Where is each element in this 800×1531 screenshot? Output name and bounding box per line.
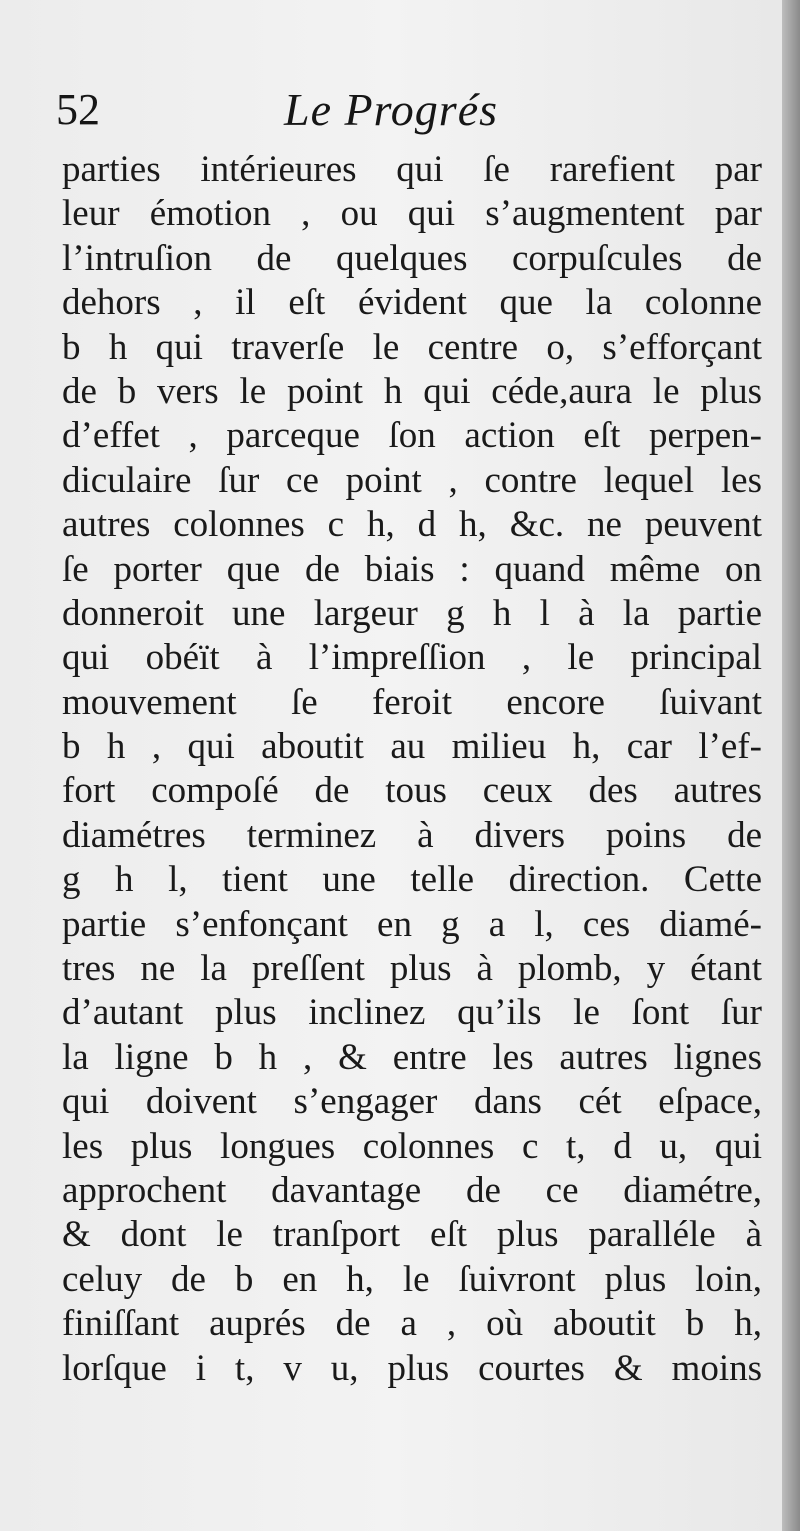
text-line: fort compoſé de tous ceux des autres (62, 770, 762, 812)
text-line: les plus longues colonnes c t, d u, qui (62, 1125, 762, 1167)
text-line: l’intruſion de quelques corpuſcules de (62, 237, 762, 279)
text-line: diamétres terminez à divers poins de (62, 814, 762, 856)
text-line: parties intérieures qui ſe rarefient par (62, 149, 762, 190)
running-title: Le Progrés (284, 84, 499, 135)
text-line: b h qui traverſe le centre o, s’efforçant (62, 326, 762, 368)
text-line: de b vers le point h qui céde,aura le plus (62, 370, 762, 412)
text-line: autres colonnes c h, d h, &c. ne peuvent (62, 504, 762, 546)
text-line: & dont le tranſport eſt plus paralléle à (62, 1214, 762, 1256)
text-line: mouvement ſe feroit encore ſuivant (62, 681, 762, 723)
text-line: dehors , il eſt évident que la colonne (62, 282, 762, 324)
page-header (56, 80, 746, 140)
book-spine-edge (782, 0, 800, 1531)
text-line: finiſſant auprés de a , où aboutit b h, (62, 1303, 762, 1345)
text-line: leur émotion , ou qui s’augmentent par (62, 193, 762, 235)
text-line: b h , qui aboutit au milieu h, car l’ef- (62, 726, 762, 768)
text-line: ſe porter que de biais : quand même on (62, 548, 762, 590)
page-number: 52 (56, 85, 100, 134)
text-line: donneroit une largeur g h l à la partie (62, 592, 762, 634)
text-line: qui doivent s’engager dans cét eſpace, (62, 1081, 762, 1123)
text-line: g h l, tient une telle direction. Cette (62, 859, 762, 901)
text-line: approchent davantage de ce diamétre, (62, 1169, 762, 1211)
body-text (62, 148, 762, 1391)
text-line: lorſque i t, v u, plus courtes & moins (62, 1347, 762, 1389)
text-line: d’effet , parceque ſon action eſt perpen- (62, 415, 762, 457)
text-line: celuy de b en h, le ſuivront plus loin, (62, 1258, 762, 1300)
text-line: la ligne b h , & entre les autres lignes (62, 1036, 762, 1078)
text-line: d’autant plus inclinez qu’ils le ſont ſur (62, 992, 762, 1034)
text-line: qui obéït à l’impreſſion , le principal (62, 637, 762, 679)
text-line: diculaire ſur ce point , contre lequel les (62, 459, 762, 501)
text-line: partie s’enfonçant en g a l, ces diamé- (62, 903, 762, 945)
text-line: tres ne la preſſent plus à plomb, y étant (62, 948, 762, 990)
